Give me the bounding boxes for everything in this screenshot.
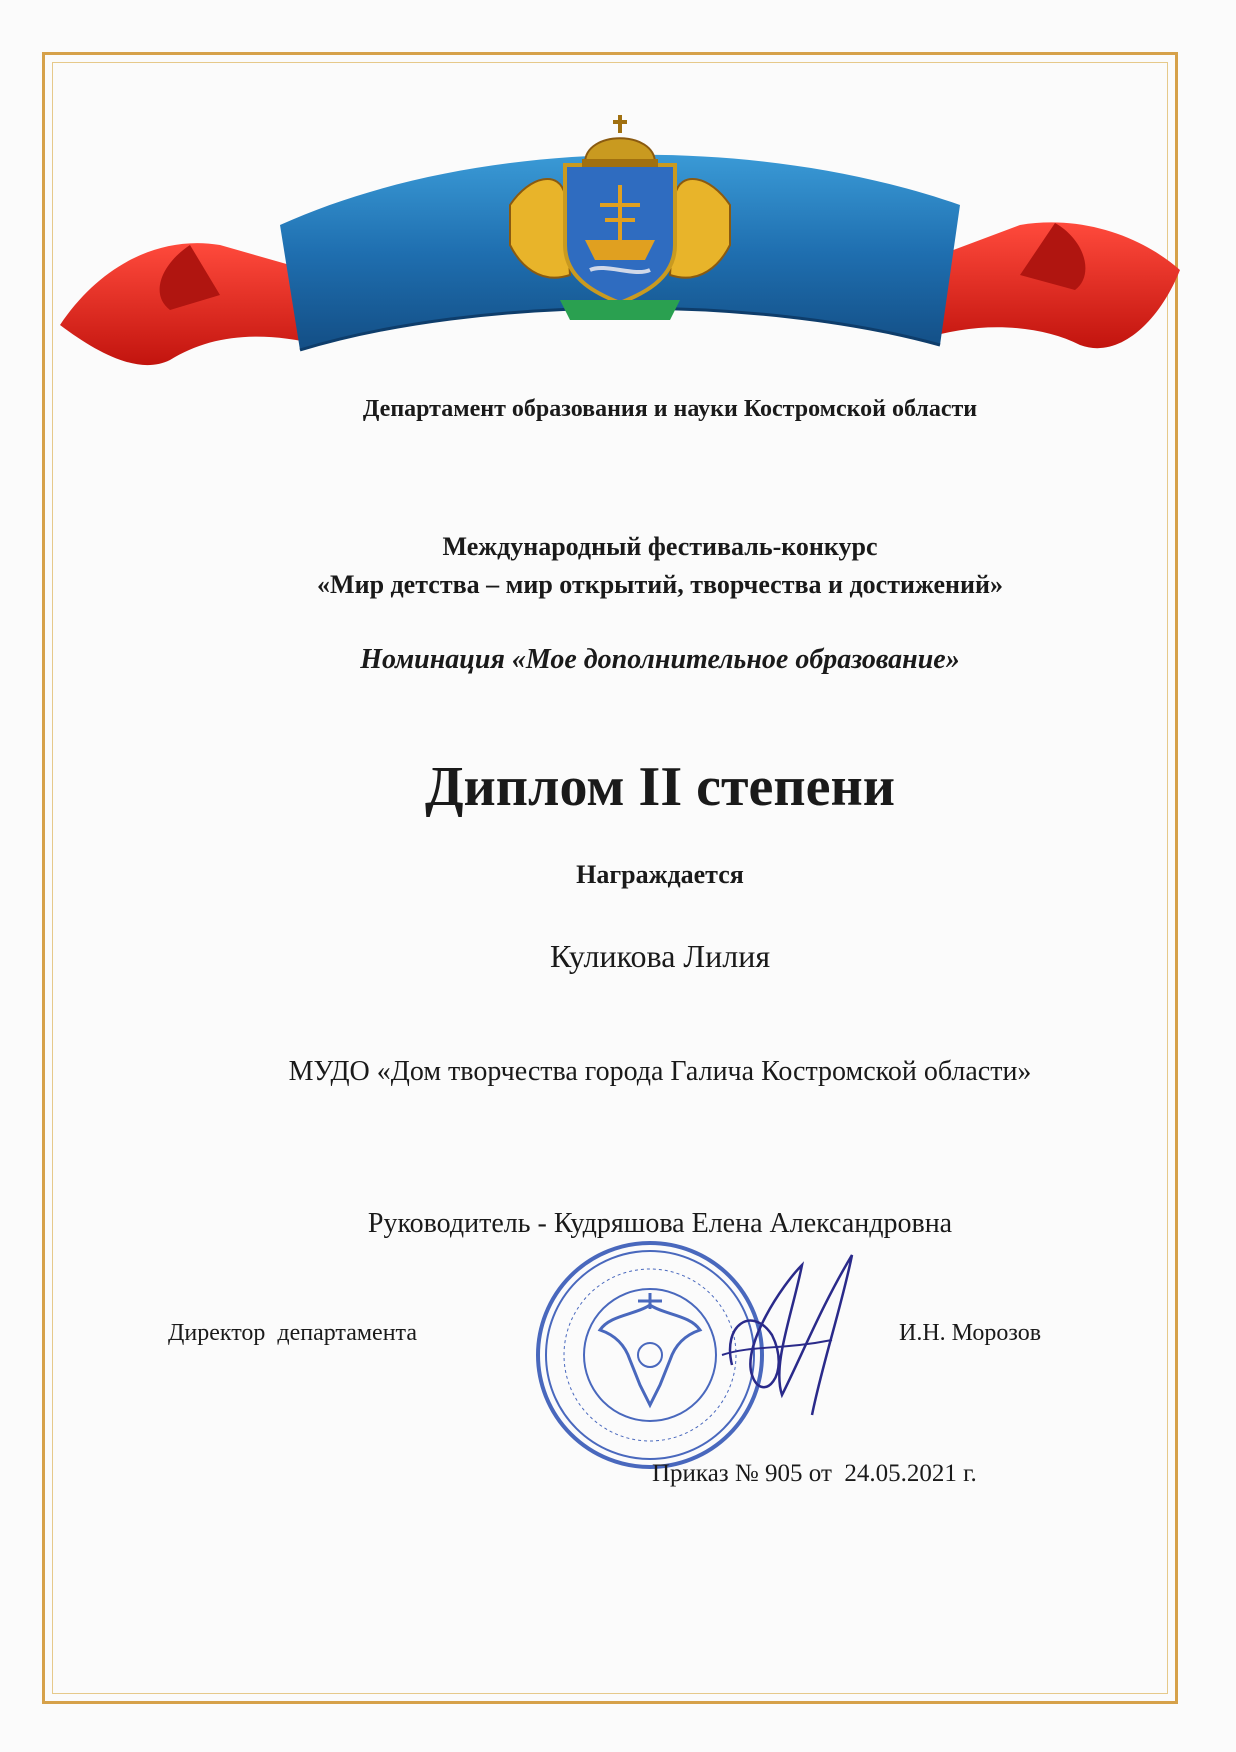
department-name: Департамент образования и науки Костромской области	[362, 396, 978, 422]
festival-title-line1: Международный фестиваль-конкурс	[442, 532, 878, 561]
order-number: Приказ № 905 от 24.05.2021 г.	[652, 1460, 977, 1487]
awarded-label: Награждается	[576, 860, 744, 889]
director-title: Директор департамента	[168, 1320, 417, 1346]
director-signature	[712, 1245, 912, 1425]
ribbon-banner	[60, 95, 1180, 385]
recipient-name: Куликова Лилия	[549, 938, 771, 974]
festival-title-line2: «Мир детства – мир открытий, творчества и достижений»	[317, 570, 1003, 599]
organization: МУДО «Дом творчества города Галича Костромской области»	[288, 1056, 1032, 1087]
nomination: Номинация «Мое дополнительное образование»	[360, 644, 960, 675]
diploma-title: Диплом II степени	[424, 756, 895, 818]
supervisor: Руководитель - Кудряшова Елена Александровна	[367, 1208, 953, 1239]
director-name: И.Н. Морозов	[899, 1320, 1042, 1346]
